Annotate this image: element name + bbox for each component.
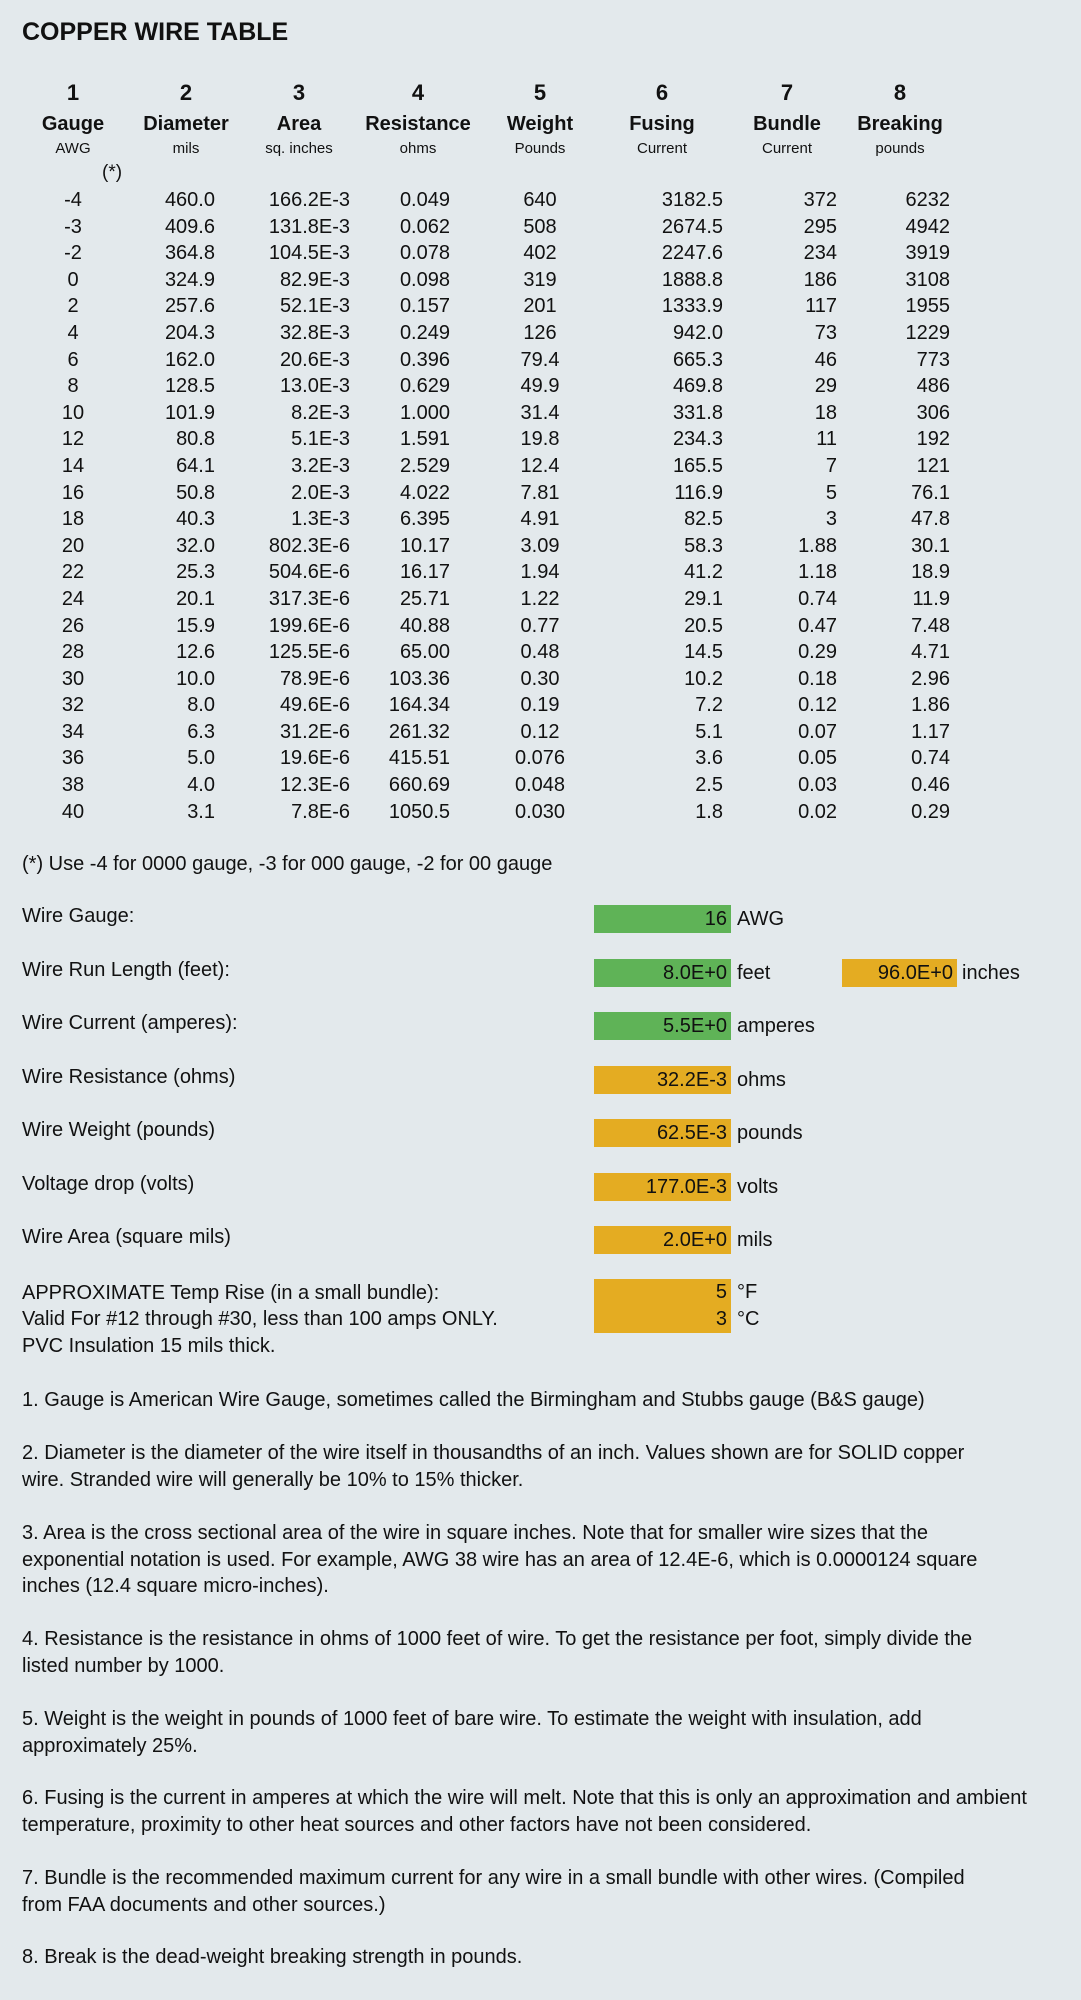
table-cell-area: 2.0E-3 xyxy=(291,481,350,504)
table-cell-fusing: 665.3 xyxy=(672,348,723,371)
table-cell-breaking: 11.9 xyxy=(912,587,950,610)
table-cell-resistance: 0.629 xyxy=(399,375,450,398)
table-row xyxy=(0,374,1000,401)
table-row xyxy=(0,427,1000,454)
table-row xyxy=(0,587,1000,614)
table-cell-diameter: 50.8 xyxy=(176,481,215,504)
table-cell-fusing: 2674.5 xyxy=(661,215,723,238)
note-bundle: 7. Bundle is the recommended maximum current for any wire in a small bundle with other wires. (Compiled from FAA documents and other sources.) xyxy=(22,1867,965,1916)
table-cell-bundle: 7 xyxy=(825,454,837,477)
column-num-3: 3 xyxy=(292,80,306,105)
table-cell-bundle: 1.88 xyxy=(798,534,837,557)
table-cell-resistance: 0.157 xyxy=(399,295,450,318)
table-row xyxy=(0,188,1000,215)
table-cell-gauge: 26 xyxy=(61,614,85,637)
table-cell-diameter: 324.9 xyxy=(164,268,215,291)
table-row xyxy=(0,321,1000,348)
table-cell-bundle: 295 xyxy=(803,215,837,238)
table-cell-breaking: 0.74 xyxy=(911,747,950,770)
table-cell-weight: 12.4 xyxy=(520,454,560,477)
table-cell-bundle: 186 xyxy=(803,268,837,291)
table-cell-breaking: 192 xyxy=(916,428,950,451)
table-cell-resistance: 40.88 xyxy=(399,614,450,637)
column-unit-6: Current xyxy=(636,140,688,157)
table-cell-fusing: 14.5 xyxy=(684,641,723,664)
table-cell-gauge: 38 xyxy=(61,774,85,797)
table-row xyxy=(0,534,1000,561)
table-cell-weight: 0.030 xyxy=(514,800,566,823)
table-cell-fusing: 5.1 xyxy=(695,720,723,743)
table-cell-breaking: 1.17 xyxy=(911,720,950,743)
temp-rise-validity: Valid For #12 through #30, less than 100 amps ONLY. xyxy=(22,1308,498,1330)
table-row xyxy=(0,268,1000,295)
table-cell-weight: 0.048 xyxy=(514,774,566,797)
table-row xyxy=(0,215,1000,242)
table-cell-area: 19.6E-6 xyxy=(279,747,350,770)
table-cell-breaking: 4942 xyxy=(905,215,950,238)
table-cell-diameter: 32.0 xyxy=(176,534,215,557)
table-row xyxy=(0,241,1000,268)
table-cell-weight: 201 xyxy=(523,295,557,318)
table-cell-weight: 508 xyxy=(523,215,557,238)
voltage-drop-output: 177.0E-3 xyxy=(594,1173,731,1201)
table-cell-gauge: 10 xyxy=(61,401,85,424)
table-cell-weight: 0.30 xyxy=(520,667,560,690)
table-row xyxy=(0,746,1000,773)
table-row xyxy=(0,773,1000,800)
wire-area-label: Wire Area (square mils) xyxy=(22,1226,231,1248)
gauge-footnote: (*) Use -4 for 0000 gauge, -3 for 000 gauge, -2 for 00 gauge xyxy=(22,853,553,875)
table-cell-fusing: 2247.6 xyxy=(661,242,723,265)
table-cell-fusing: 3.6 xyxy=(695,747,723,770)
table-cell-gauge: -2 xyxy=(64,242,82,265)
table-cell-resistance: 103.36 xyxy=(388,667,450,690)
table-cell-area: 78.9E-6 xyxy=(279,667,350,690)
table-cell-resistance: 0.098 xyxy=(399,268,450,291)
voltage-drop-unit: volts xyxy=(737,1176,779,1198)
table-row xyxy=(0,481,1000,508)
table-cell-weight: 31.4 xyxy=(520,401,560,424)
table-cell-area: 32.8E-3 xyxy=(279,321,350,344)
column-name-3: Area xyxy=(276,113,322,135)
table-cell-bundle: 18 xyxy=(814,401,837,424)
column-num-4: 4 xyxy=(411,80,425,105)
table-cell-fusing: 29.1 xyxy=(684,587,723,610)
table-cell-fusing: 116.9 xyxy=(674,481,723,504)
table-cell-bundle: 11 xyxy=(816,428,837,451)
table-cell-diameter: 460.0 xyxy=(164,189,215,211)
table-cell-breaking: 7.48 xyxy=(911,614,950,637)
table-cell-breaking: 4.71 xyxy=(911,641,950,664)
table-cell-breaking: 0.46 xyxy=(911,774,950,797)
column-num-7: 7 xyxy=(780,80,794,105)
table-cell-area: 8.2E-3 xyxy=(291,401,350,424)
table-cell-weight: 402 xyxy=(523,242,557,265)
table-cell-weight: 79.4 xyxy=(520,348,560,371)
table-cell-gauge: 40 xyxy=(61,800,85,823)
wire-current-input[interactable]: 5.5E+0 xyxy=(594,1012,731,1040)
wire-resistance-unit: ohms xyxy=(737,1069,786,1091)
table-cell-breaking: 486 xyxy=(916,375,950,398)
wire-gauge-label: Wire Gauge: xyxy=(22,905,135,927)
table-cell-breaking: 30.1 xyxy=(911,534,950,557)
table-cell-breaking: 6232 xyxy=(905,189,950,211)
column-name-2: Diameter xyxy=(143,113,229,135)
table-row xyxy=(0,401,1000,428)
wire-resistance-label: Wire Resistance (ohms) xyxy=(22,1066,236,1088)
table-cell-area: 104.5E-3 xyxy=(268,242,350,265)
column-unit-5: Pounds xyxy=(514,140,566,157)
table-cell-weight: 0.77 xyxy=(520,614,560,637)
table-cell-diameter: 3.1 xyxy=(187,800,215,823)
table-cell-bundle: 0.74 xyxy=(798,587,837,610)
table-cell-diameter: 10.0 xyxy=(176,667,215,690)
page-title: COPPER WIRE TABLE xyxy=(22,18,289,46)
table-cell-breaking: 3919 xyxy=(905,242,950,265)
table-cell-diameter: 162.0 xyxy=(164,348,215,371)
table-cell-resistance: 415.51 xyxy=(388,747,450,770)
column-num-1: 1 xyxy=(66,80,80,105)
note-fusing: 6. Fusing is the current in amperes at which the wire will melt. Note that this is only an approximation and ambient temperature, proximity to other heat sources and other factors have not been considered. xyxy=(22,1787,1027,1836)
table-cell-diameter: 40.3 xyxy=(176,508,215,531)
table-cell-resistance: 0.396 xyxy=(399,348,450,371)
table-cell-gauge: 24 xyxy=(61,587,85,610)
table-cell-diameter: 101.9 xyxy=(164,401,215,424)
table-cell-diameter: 128.5 xyxy=(164,375,215,398)
run-length-input[interactable]: 8.0E+0 xyxy=(594,959,731,987)
table-cell-breaking: 3108 xyxy=(905,268,950,291)
temp-rise-c-output: 3 xyxy=(594,1306,731,1333)
column-name-4: Resistance xyxy=(365,113,471,135)
column-unit-1: AWG xyxy=(55,140,91,157)
run-length-inches-output: 96.0E+0 xyxy=(842,959,957,987)
table-cell-breaking: 47.8 xyxy=(911,508,950,531)
table-cell-breaking: 1.86 xyxy=(911,694,950,717)
column-unit-2: mils xyxy=(172,140,200,157)
table-cell-resistance: 25.71 xyxy=(399,587,450,610)
table-cell-resistance: 0.249 xyxy=(399,321,450,344)
table-cell-bundle: 0.02 xyxy=(798,800,837,823)
temp-rise-c-unit: °C xyxy=(737,1308,760,1330)
table-cell-fusing: 331.8 xyxy=(672,401,723,424)
table-row xyxy=(0,720,1000,747)
table-cell-breaking: 76.1 xyxy=(911,481,950,504)
table-cell-fusing: 1333.9 xyxy=(661,295,723,318)
note-break: 8. Break is the dead-weight breaking strength in pounds. xyxy=(22,1946,523,1968)
table-cell-weight: 0.19 xyxy=(520,694,560,717)
table-cell-gauge: 34 xyxy=(61,720,85,743)
table-cell-fusing: 2.5 xyxy=(695,774,723,797)
table-cell-bundle: 372 xyxy=(803,189,837,211)
table-cell-fusing: 7.2 xyxy=(695,694,723,717)
table-cell-weight: 49.9 xyxy=(520,375,560,398)
run-length-unit: feet xyxy=(737,962,771,984)
table-cell-gauge: 2 xyxy=(67,295,79,318)
table-cell-resistance: 1.000 xyxy=(399,401,450,424)
table-cell-area: 125.5E-6 xyxy=(268,641,350,664)
temp-rise-f-unit: °F xyxy=(737,1281,758,1303)
table-cell-breaking: 2.96 xyxy=(911,667,950,690)
table-cell-weight: 19.8 xyxy=(520,428,560,451)
column-name-5: Weight xyxy=(506,113,574,135)
table-cell-weight: 1.94 xyxy=(520,561,560,584)
table-cell-area: 5.1E-3 xyxy=(291,428,350,451)
table-row xyxy=(0,507,1000,534)
table-cell-area: 317.3E-6 xyxy=(268,587,350,610)
table-cell-bundle: 0.05 xyxy=(798,747,837,770)
table-cell-resistance: 0.049 xyxy=(399,189,450,211)
wire-current-unit: amperes xyxy=(737,1015,815,1037)
table-cell-gauge: 36 xyxy=(61,747,85,770)
temp-rise-insulation: PVC Insulation 15 mils thick. xyxy=(22,1335,276,1357)
note-resistance: 4. Resistance is the resistance in ohms of 1000 feet of wire. To get the resistance per foot, simply divide the listed number by 1000. xyxy=(22,1628,973,1677)
wire-weight-output: 62.5E-3 xyxy=(594,1119,731,1147)
table-row xyxy=(0,614,1000,641)
table-cell-gauge: -4 xyxy=(64,189,82,211)
note-weight: 5. Weight is the weight in pounds of 1000 feet of bare wire. To estimate the weight with insulation, add approximately 25%. xyxy=(22,1708,922,1757)
table-cell-area: 504.6E-6 xyxy=(268,561,350,584)
note-gauge: 1. Gauge is American Wire Gauge, sometimes called the Birmingham and Stubbs gauge (B&S gauge) xyxy=(22,1389,925,1411)
table-cell-area: 802.3E-6 xyxy=(268,534,350,557)
column-num-2: 2 xyxy=(179,80,193,105)
table-cell-area: 13.0E-3 xyxy=(279,375,350,398)
table-cell-bundle: 5 xyxy=(825,481,837,504)
table-cell-weight: 0.12 xyxy=(520,720,560,743)
column-num-6: 6 xyxy=(655,80,669,105)
table-cell-area: 7.8E-6 xyxy=(291,800,350,823)
table-cell-bundle: 0.47 xyxy=(798,614,837,637)
table-cell-fusing: 82.5 xyxy=(684,508,723,531)
table-cell-weight: 640 xyxy=(523,189,557,211)
table-cell-breaking: 0.29 xyxy=(911,800,950,823)
table-cell-fusing: 20.5 xyxy=(684,614,723,637)
table-cell-weight: 1.22 xyxy=(520,587,560,610)
table-cell-diameter: 4.0 xyxy=(187,774,215,797)
table-cell-fusing: 942.0 xyxy=(672,321,723,344)
table-cell-resistance: 16.17 xyxy=(399,561,450,584)
table-row xyxy=(0,640,1000,667)
table-row xyxy=(0,667,1000,694)
wire-area-unit: mils xyxy=(737,1229,773,1251)
table-cell-bundle: 29 xyxy=(814,375,837,398)
wire-area-output: 2.0E+0 xyxy=(594,1226,731,1254)
table-cell-breaking: 773 xyxy=(916,348,950,371)
table-cell-area: 166.2E-3 xyxy=(268,189,350,211)
table-cell-fusing: 469.8 xyxy=(672,375,723,398)
wire-weight-unit: pounds xyxy=(737,1122,803,1144)
column-unit-4: ohms xyxy=(399,140,437,157)
star-marker: (*) xyxy=(102,162,123,183)
table-cell-area: 49.6E-6 xyxy=(279,694,350,717)
table-cell-resistance: 1050.5 xyxy=(388,800,450,823)
wire-weight-label: Wire Weight (pounds) xyxy=(22,1119,216,1141)
table-cell-diameter: 5.0 xyxy=(187,747,215,770)
table-cell-weight: 7.81 xyxy=(520,481,560,504)
table-cell-bundle: 0.29 xyxy=(798,641,837,664)
table-cell-weight: 126 xyxy=(523,321,557,344)
column-num-5: 5 xyxy=(533,80,547,105)
table-cell-weight: 0.076 xyxy=(514,747,566,770)
voltage-drop-label: Voltage drop (volts) xyxy=(22,1173,195,1195)
table-cell-area: 82.9E-3 xyxy=(279,268,350,291)
table-cell-diameter: 25.3 xyxy=(176,561,215,584)
wire-gauge-input[interactable]: 16 xyxy=(594,905,731,933)
table-cell-resistance: 6.395 xyxy=(399,508,450,531)
table-cell-breaking: 306 xyxy=(916,401,950,424)
table-cell-area: 131.8E-3 xyxy=(268,215,350,238)
table-cell-breaking: 121 xyxy=(916,454,950,477)
table-cell-breaking: 18.9 xyxy=(911,561,950,584)
table-cell-diameter: 204.3 xyxy=(164,321,215,344)
table-cell-fusing: 41.2 xyxy=(684,561,723,584)
table-cell-fusing: 165.5 xyxy=(672,454,723,477)
table-cell-bundle: 73 xyxy=(814,321,837,344)
table-cell-gauge: 4 xyxy=(67,321,79,344)
column-unit-8: pounds xyxy=(875,140,925,157)
table-cell-fusing: 234.3 xyxy=(672,428,723,451)
table-row xyxy=(0,348,1000,375)
table-cell-gauge: 20 xyxy=(61,534,85,557)
table-cell-gauge: 16 xyxy=(61,481,85,504)
table-cell-resistance: 2.529 xyxy=(399,454,450,477)
temp-rise-f-output: 5 xyxy=(594,1279,731,1306)
table-cell-resistance: 65.00 xyxy=(399,641,450,664)
table-cell-diameter: 8.0 xyxy=(187,694,215,717)
table-cell-bundle: 3 xyxy=(825,508,837,531)
run-length-label: Wire Run Length (feet): xyxy=(22,959,230,981)
table-cell-diameter: 364.8 xyxy=(164,242,215,265)
table-cell-resistance: 261.32 xyxy=(388,720,450,743)
table-cell-bundle: 1.18 xyxy=(798,561,837,584)
table-cell-gauge: 0 xyxy=(67,268,79,291)
table-row xyxy=(0,560,1000,587)
table-cell-gauge: 12 xyxy=(61,428,85,451)
wire-table xyxy=(0,188,1000,826)
table-cell-fusing: 3182.5 xyxy=(661,189,723,211)
column-name-8: Breaking xyxy=(857,113,943,135)
table-cell-breaking: 1229 xyxy=(905,321,950,344)
table-cell-gauge: 22 xyxy=(61,561,85,584)
run-length-inches-unit: inches xyxy=(962,962,1020,984)
table-cell-diameter: 80.8 xyxy=(176,428,215,451)
table-row xyxy=(0,454,1000,481)
table-cell-area: 52.1E-3 xyxy=(279,295,350,318)
wire-gauge-unit: AWG xyxy=(737,908,785,930)
column-name-1: Gauge xyxy=(41,113,105,135)
table-cell-bundle: 0.12 xyxy=(798,694,837,717)
column-num-8: 8 xyxy=(893,80,907,105)
table-cell-resistance: 4.022 xyxy=(399,481,450,504)
table-row xyxy=(0,294,1000,321)
wire-resistance-output: 32.2E-3 xyxy=(594,1066,731,1094)
table-cell-resistance: 0.062 xyxy=(399,215,450,238)
table-cell-diameter: 409.6 xyxy=(164,215,215,238)
table-cell-fusing: 1888.8 xyxy=(661,268,723,291)
table-cell-resistance: 0.078 xyxy=(399,242,450,265)
table-cell-gauge: 18 xyxy=(61,508,85,531)
table-cell-resistance: 1.591 xyxy=(399,428,450,451)
table-cell-area: 1.3E-3 xyxy=(291,508,350,531)
table-cell-bundle: 0.03 xyxy=(798,774,837,797)
column-unit-7: Current xyxy=(761,140,813,157)
column-name-6: Fusing xyxy=(629,113,695,135)
table-cell-gauge: 6 xyxy=(67,348,79,371)
table-cell-gauge: 32 xyxy=(61,694,85,717)
table-row xyxy=(0,800,1000,827)
table-cell-gauge: 30 xyxy=(61,667,85,690)
table-cell-gauge: 28 xyxy=(61,641,85,664)
table-cell-bundle: 46 xyxy=(814,348,837,371)
table-cell-diameter: 6.3 xyxy=(187,720,215,743)
table-cell-area: 199.6E-6 xyxy=(268,614,350,637)
column-name-7: Bundle xyxy=(753,113,821,135)
table-cell-area: 20.6E-3 xyxy=(279,348,350,371)
table-cell-bundle: 117 xyxy=(805,295,837,318)
table-cell-diameter: 15.9 xyxy=(176,614,215,637)
table-cell-resistance: 164.34 xyxy=(388,694,450,717)
table-cell-gauge: -3 xyxy=(64,215,82,238)
table-cell-diameter: 257.6 xyxy=(164,295,215,318)
table-cell-fusing: 58.3 xyxy=(684,534,723,557)
table-cell-fusing: 1.8 xyxy=(695,800,723,823)
wire-current-label: Wire Current (amperes): xyxy=(22,1012,238,1034)
table-row xyxy=(0,693,1000,720)
table-cell-bundle: 234 xyxy=(803,242,837,265)
table-cell-weight: 319 xyxy=(523,268,557,291)
table-cell-gauge: 8 xyxy=(67,375,79,398)
table-cell-diameter: 12.6 xyxy=(176,641,215,664)
temp-rise-label: APPROXIMATE Temp Rise (in a small bundle): xyxy=(22,1282,440,1304)
table-cell-diameter: 64.1 xyxy=(176,454,215,477)
note-area: 3. Area is the cross sectional area of the wire in square inches. Note that for smaller wire sizes that the exponential notation is used. For example, AWG 38 wire has an area of 12.4E-6, which is 0.0000124 square inches (12.4 square micro-inches). xyxy=(22,1522,978,1597)
table-cell-gauge: 14 xyxy=(61,454,85,477)
table-cell-resistance: 660.69 xyxy=(388,774,450,797)
table-cell-resistance: 10.17 xyxy=(399,534,450,557)
table-cell-area: 31.2E-6 xyxy=(279,720,350,743)
table-cell-weight: 4.91 xyxy=(520,508,560,531)
table-cell-bundle: 0.18 xyxy=(798,667,837,690)
table-cell-area: 12.3E-6 xyxy=(279,774,350,797)
table-cell-weight: 0.48 xyxy=(520,641,560,664)
column-unit-3: sq. inches xyxy=(265,140,333,157)
note-diameter: 2. Diameter is the diameter of the wire itself in thousandths of an inch. Values shown are for SOLID copper wire. Stranded wire will generally be 10% to 15% thicker. xyxy=(22,1442,965,1491)
table-cell-area: 3.2E-3 xyxy=(291,454,350,477)
table-cell-weight: 3.09 xyxy=(520,534,560,557)
table-cell-fusing: 10.2 xyxy=(684,667,723,690)
table-cell-diameter: 20.1 xyxy=(176,587,215,610)
table-cell-breaking: 1955 xyxy=(905,295,950,318)
table-cell-bundle: 0.07 xyxy=(798,720,837,743)
